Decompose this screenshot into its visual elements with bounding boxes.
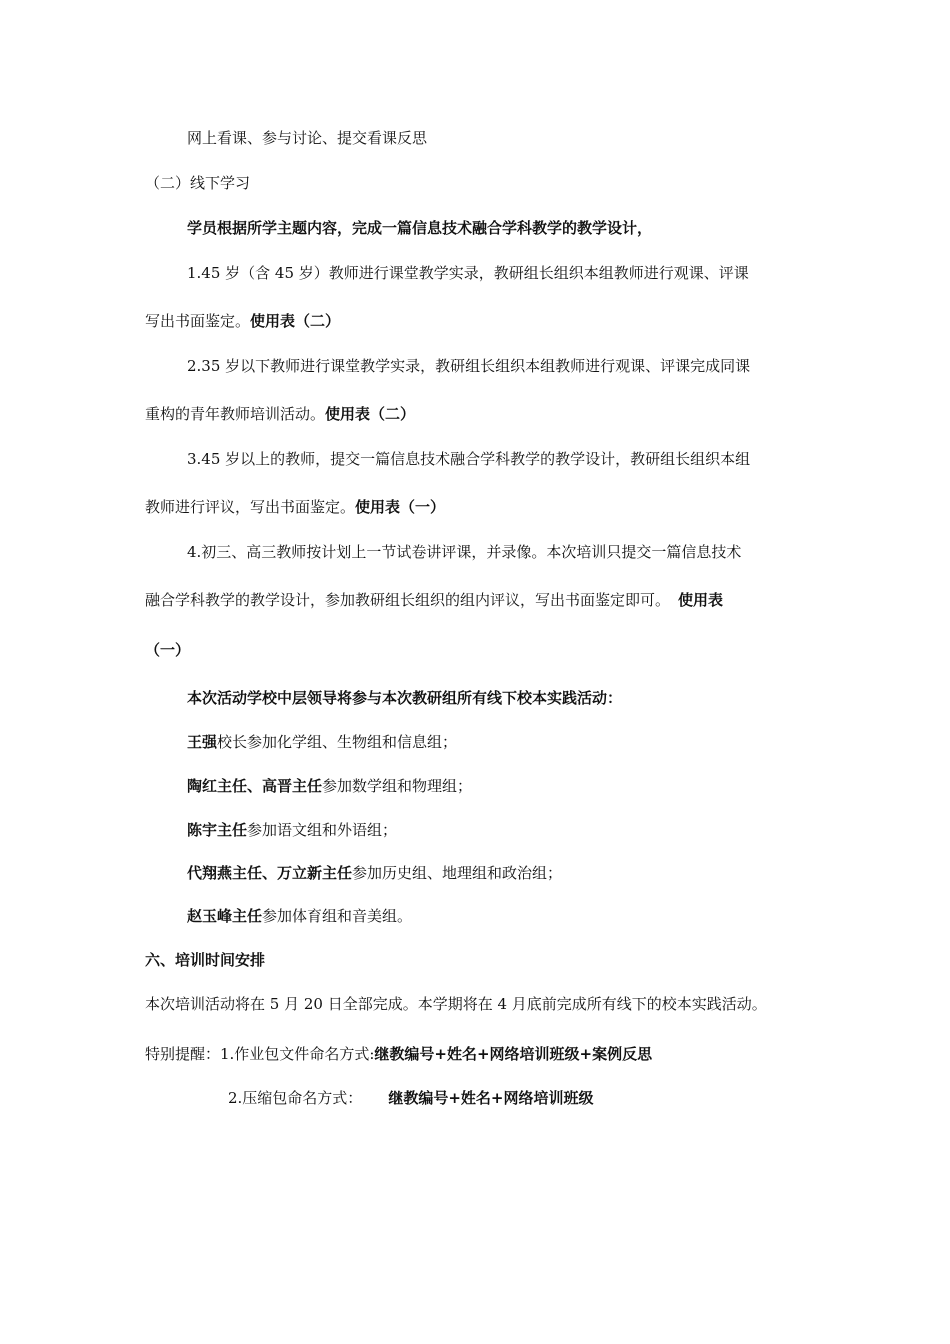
text-line: 1.45 岁（含 45 岁）教师进行课堂教学实录，教研组长组织本组教师进行观课、评课 — [187, 264, 749, 282]
leader-assignment — [187, 906, 412, 926]
text-line: 学员根据所学主题内容，完成一篇信息技术融合学科教学的教学设计， — [187, 219, 653, 237]
form-reference: 使用表（一） — [355, 498, 446, 516]
text-line: 六、培训时间安排 — [145, 951, 266, 969]
form-reference: （一） — [145, 641, 191, 659]
item-1-line-2 — [145, 311, 340, 331]
text-line: 网上看课、参与讨论、提交看课反思 — [187, 129, 428, 147]
paragraph-task-intro — [187, 218, 652, 238]
assignment-text: 参加数学组和物理组； — [322, 777, 473, 795]
assignment-text: 参加历史组、地理组和政治组； — [352, 864, 563, 882]
item-3-line-1 — [187, 449, 750, 469]
leader-assignment — [187, 732, 457, 752]
section-heading-offline — [145, 173, 250, 193]
leader-assignment — [187, 863, 562, 883]
reminder-label: 2.压缩包命名方式： — [228, 1089, 363, 1107]
leader-name: 代翔燕主任、万立新主任 — [187, 864, 353, 882]
item-2-line-2 — [145, 404, 415, 424]
assignment-text: 参加体育组和音美组。 — [262, 907, 413, 925]
text-line: 教师进行评议，写出书面鉴定。 — [145, 498, 356, 516]
item-4-line-3 — [145, 640, 190, 660]
schedule-paragraph — [145, 994, 767, 1014]
text-line: 3.45 岁以上的教师，提交一篇信息技术融合学科教学的教学设计，教研组长组织本组 — [187, 450, 751, 468]
text-line: 本次培训活动将在 5 月 20 日全部完成。本学期将在 4 月底前完成所有线下的校本实践活动。 — [145, 995, 767, 1013]
text-line: （二）线下学习 — [145, 174, 251, 192]
item-4-line-1 — [187, 542, 741, 562]
text-line: 写出书面鉴定。 — [145, 312, 251, 330]
naming-format: 继教编号+姓名+网络培训班级+案例反思 — [374, 1045, 653, 1063]
item-1-line-1 — [187, 263, 749, 283]
leader-name: 陈宇主任 — [187, 821, 248, 839]
item-3-line-2 — [145, 497, 445, 517]
section-heading-schedule — [145, 950, 265, 970]
leader-name: 赵玉峰主任 — [187, 907, 263, 925]
assignment-text: 参加语文组和外语组； — [247, 821, 398, 839]
text-line: 本次活动学校中层领导将参与本次教研组所有线下校本实践活动： — [187, 689, 623, 707]
item-4-line-2 — [145, 590, 723, 610]
form-reference: 使用表 — [678, 591, 724, 609]
reminder-line-1 — [145, 1044, 652, 1064]
text-line: 融合学科教学的教学设计，参加教研组长组织的组内评议，写出书面鉴定即可。 — [145, 591, 671, 609]
leader-name: 王强 — [187, 733, 218, 751]
leader-name: 陶红主任、高晋主任 — [187, 777, 323, 795]
form-reference: 使用表（二） — [325, 405, 416, 423]
item-2-line-1 — [187, 356, 750, 376]
leader-assignment — [187, 820, 397, 840]
leadership-intro — [187, 688, 622, 708]
reminder-label: 特别提醒：1.作业包文件命名方式: — [145, 1045, 375, 1063]
naming-format: 继教编号+姓名+网络培训班级 — [388, 1089, 594, 1107]
paragraph-online-study — [187, 128, 427, 148]
text-line: 重构的青年教师培训活动。 — [145, 405, 326, 423]
form-reference: 使用表（二） — [250, 312, 341, 330]
reminder-line-2 — [228, 1088, 593, 1108]
assignment-text: 校长参加化学组、生物组和信息组； — [217, 733, 458, 751]
text-line: 4.初三、高三教师按计划上一节试卷讲评课，并录像。本次培训只提交一篇信息技术 — [187, 543, 742, 561]
leader-assignment — [187, 776, 472, 796]
text-line: 2.35 岁以下教师进行课堂教学实录，教研组长组织本组教师进行观课、评课完成同课 — [187, 357, 751, 375]
